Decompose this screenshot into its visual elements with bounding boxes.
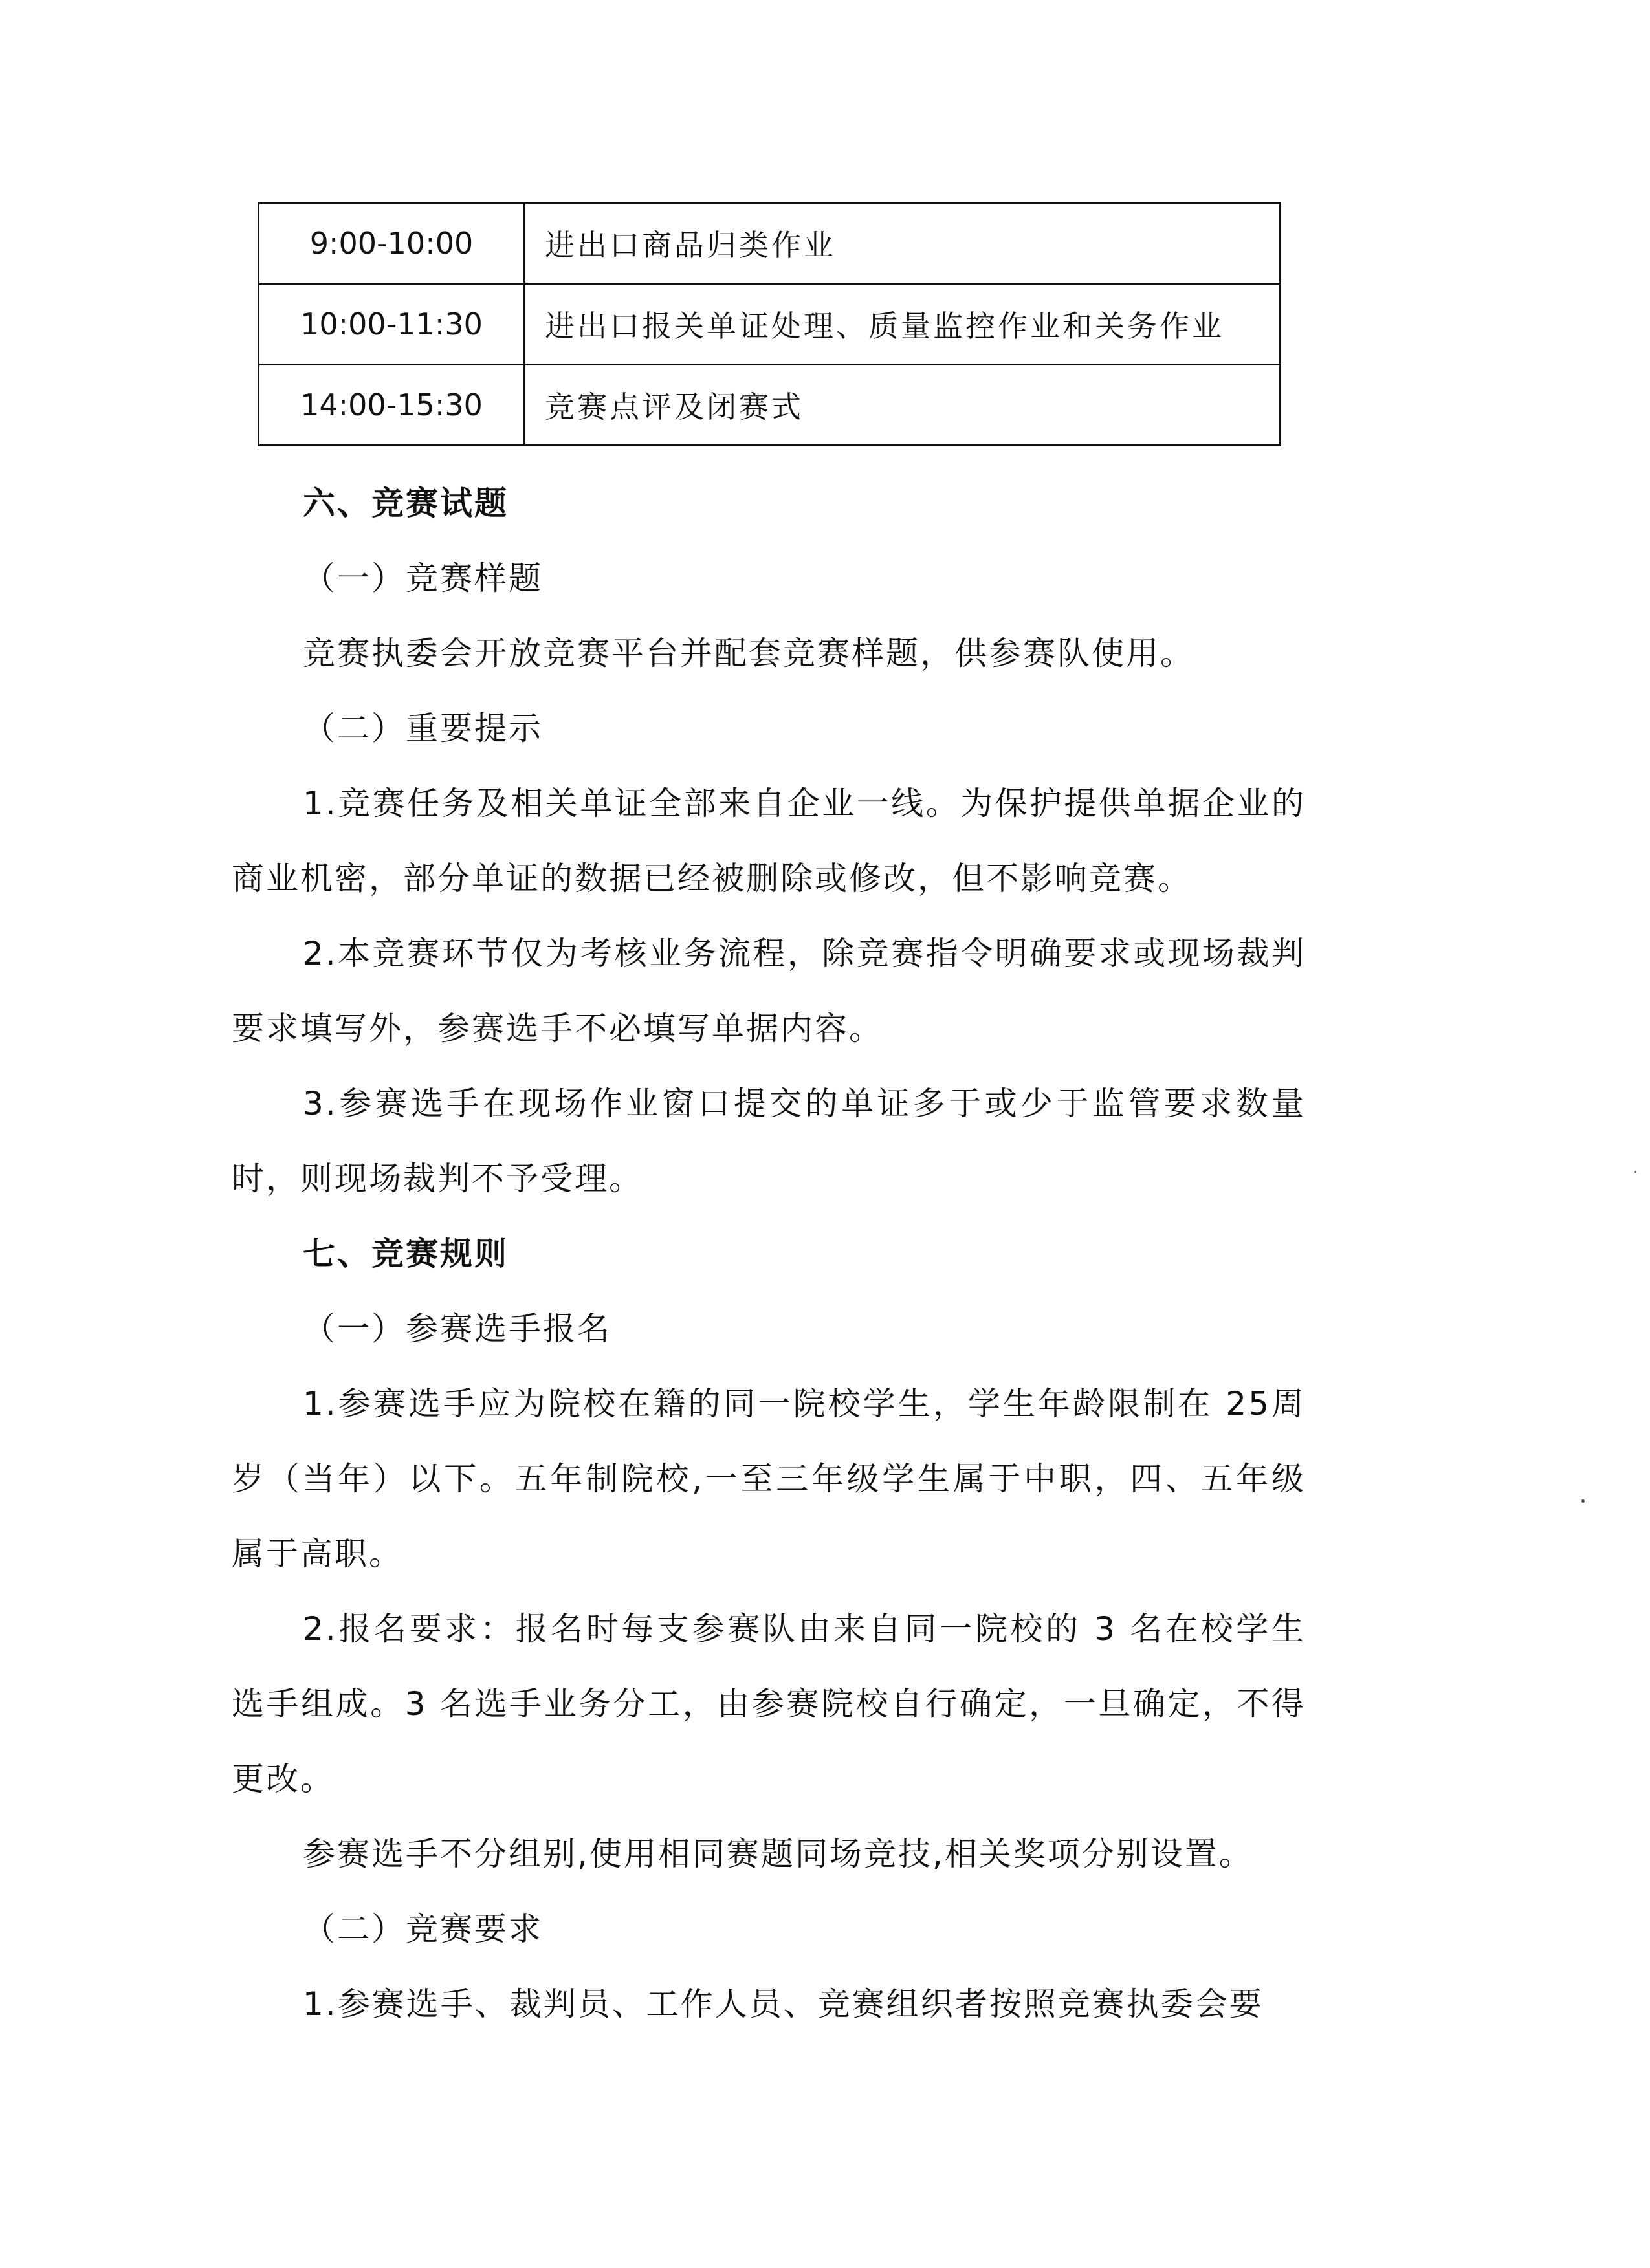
schedule-time: 14:00-15:30	[259, 365, 525, 446]
schedule-time: 10:00-11:30	[259, 284, 525, 365]
paragraph: 1.竞赛任务及相关单证全部来自企业一线。为保护提供单据企业的商业机密，部分单证的数据已经被删除或修改，但不影响竞赛。	[232, 785, 1306, 897]
section-heading: 六、竞赛试题	[303, 485, 509, 522]
paragraph: 2.本竞赛环节仅为考核业务流程，除竞赛指令明确要求或现场裁判要求填写外，参赛选手不必填写单据内容。	[232, 935, 1306, 1047]
paragraph: 2.报名要求：报名时每支参赛队由来自同一院校的 3 名在校学生选手组成。3 名选手业务分工，由参赛院校自行确定，一旦确定，不得更改。	[232, 1610, 1306, 1798]
table-row	[259, 284, 1281, 365]
paragraph: 竞赛执委会开放竞赛平台并配套竞赛样题，供参赛队使用。	[303, 635, 1194, 672]
schedule-task: 进出口商品归类作业	[525, 203, 1281, 284]
schedule-time: 9:00-10:00	[259, 203, 525, 284]
table-row	[259, 203, 1281, 284]
paragraph: 3.参赛选手在现场作业窗口提交的单证多于或少于监管要求数量时，则现场裁判不予受理。	[232, 1085, 1306, 1197]
scan-speck	[1634, 1171, 1636, 1173]
subsection-heading: （一）竞赛样题	[303, 560, 543, 597]
section-heading: 七、竞赛规则	[303, 1235, 509, 1272]
subsection-heading: （一）参赛选手报名	[303, 1310, 611, 1347]
subsection-heading: （二）重要提示	[303, 710, 543, 747]
paragraph: 1.参赛选手应为院校在籍的同一院校学生，学生年龄限制在 25周岁（当年）以下。五年制院校,一至三年级学生属于中职，四、五年级属于高职。	[232, 1385, 1306, 1573]
subsection-heading: （二）竞赛要求	[303, 1910, 543, 1948]
document-body	[232, 466, 1306, 2042]
table-row	[259, 365, 1281, 446]
scan-speck	[1581, 1499, 1585, 1503]
schedule-table	[258, 202, 1281, 446]
paragraph: 1.参赛选手、裁判员、工作人员、竞赛组织者按照竞赛执委会要	[303, 1985, 1264, 2023]
schedule-task: 进出口报关单证处理、质量监控作业和关务作业	[525, 284, 1281, 365]
schedule-task: 竞赛点评及闭赛式	[525, 365, 1281, 446]
paragraph: 参赛选手不分组别,使用相同赛题同场竞技,相关奖项分别设置。	[303, 1835, 1253, 1873]
